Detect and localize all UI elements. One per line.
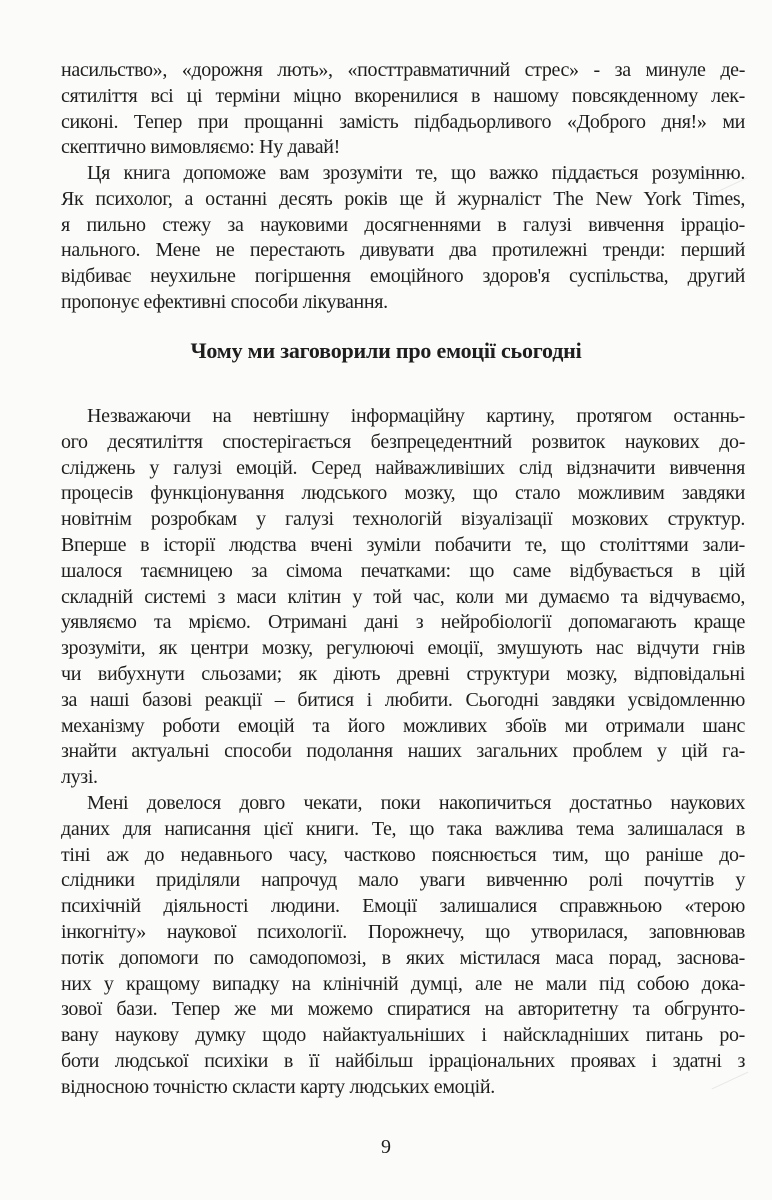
- text-line: вану наукову думку щодо найактуальніших і найскладніших питань ро-: [61, 1024, 745, 1047]
- paragraph: [61, 161, 745, 316]
- text-line: насильство», «дорожня лють», «посттравматичний стрес» - за минуле де-: [61, 59, 745, 81]
- text-line: психічній діяльності людини. Емоції залишалися справжньою «терою: [61, 895, 745, 918]
- text-line: нального. Мене не перестають дивувати два протилежні тренди: перший: [61, 239, 745, 262]
- text-line: механізму роботи емоцій та його можливих збоїв ми отримали шанс: [61, 714, 745, 737]
- text-line: новітнім розробкам у галузі технологій візуалізації мозкових структур.: [61, 508, 745, 531]
- text-line: відносною точністю скласти карту людських емоцій.: [61, 1075, 495, 1098]
- text-line: Незважаючи на невтішну інформаційну картину, протягом останнь-: [87, 405, 745, 427]
- paragraph: [61, 404, 745, 791]
- paragraph-continued: [61, 58, 745, 161]
- text-line: потік допомоги по самодопомозі, в яких містилася маса порад, заснова-: [61, 946, 745, 969]
- text-line: слідники приділяли напрочуд мало уваги вивченню ролі почуттів у: [61, 869, 745, 892]
- text-line: сятиліття всі ці терміни міцно вкоренилися в нашому повсякденному лек-: [61, 84, 745, 107]
- text-line: сліджень у галузі емоцій. Серед найважливіших слід відзначити вивчення: [61, 456, 745, 479]
- text-line: пропонує ефективні способи лікування.: [61, 290, 388, 313]
- text-line: шалося таємницею за сімома печатками: що саме відбувається в цій: [61, 559, 745, 582]
- text-line: відбиває неухильне погіршення емоційного здоров'я суспільства, другий: [61, 265, 745, 288]
- text-line: скептично вимовляємо: Ну давай!: [61, 136, 340, 159]
- text-line: я пильно стежу за науковими досягненнями в галузі вивчення ірраціо-: [61, 213, 745, 236]
- text-line: лузі.: [61, 766, 98, 789]
- text-line: ого десятиліття спостерігається безпрецедентний розвиток наукових до-: [61, 430, 745, 453]
- section-heading: Чому ми заговорили про емоції сьогодні: [190, 338, 582, 363]
- text-line: Вперше в історії людства вчені зуміли побачити те, що століттями зали-: [61, 533, 745, 556]
- text-line: Мені довелося довго чекати, поки накопичиться достатньо наукових: [87, 792, 745, 814]
- page-number: 9: [381, 1136, 391, 1158]
- text-line: чи вибухнути сльозами; як діють древні структури мозку, відповідальні: [61, 662, 745, 685]
- paragraph: [61, 791, 745, 1101]
- text-line: даних для написання цієї книги. Те, що така важлива тема залишалася в: [61, 817, 745, 840]
- text-line: зрозуміти, як центри мозку, регулюючі емоції, змушують нас відчути гнів: [61, 637, 745, 660]
- text-line: зової бази. Тепер же ми можемо спиратися на авторитетну та обгрунто-: [61, 998, 745, 1021]
- text-line: уявляємо та мріємо. Отримані дані з нейробіології допомагають краще: [61, 611, 745, 634]
- text-line: Ця книга допоможе вам зрозуміти те, що важко піддається розумінню.: [87, 162, 745, 184]
- text-line: процесів функціонування людського мозку, що стало можливим завдяки: [61, 482, 745, 505]
- text-line: Як психолог, а останні десять років ще й журналіст The New York Times,: [61, 187, 745, 210]
- text-line: тіні аж до недавнього часу, частково пояснюється тим, що раніше до-: [61, 843, 745, 866]
- text-line: складній системі з маси клітин у той час, коли ми думаємо та відчуваємо,: [61, 585, 745, 608]
- text-line: сиконі. Тепер при прощанні замість підбадьорливого «Доброго дня!» ми: [61, 110, 745, 133]
- text-line: знайти актуальні способи подолання наших загальних проблем у цій га-: [61, 740, 745, 763]
- text-line: них у кращому випадку на клінічній думці, але не мали під собою дока-: [61, 972, 745, 995]
- text-line: боти людської психіки в її найбільш ірраціональних проявах і здатні з: [61, 1049, 745, 1072]
- text-line: за наші базові реакції – битися і любити. Сьогодні завдяки усвідомленню: [61, 688, 745, 711]
- text-line: інкогніту» наукової психології. Порожнечу, що утворилася, заповнював: [61, 920, 745, 943]
